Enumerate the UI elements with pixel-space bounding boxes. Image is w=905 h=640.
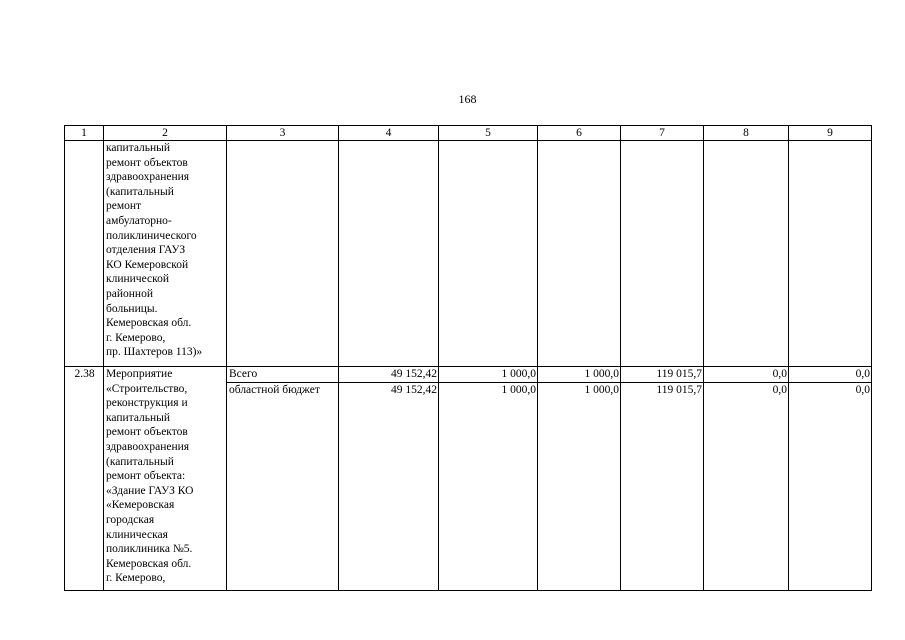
continuation-description: капитальный ремонт объектов здравоохранения (капитальный ремонт амбулаторно- поликлинического отделения ГАУЗ КО Кемеровской клинической районной больницы. Кемеровская обл. г. Кемерово, пр. Шахтеров 113)»: [104, 141, 227, 367]
header-cell-9: 9: [789, 126, 872, 141]
header-cell-7: 7: [621, 126, 704, 141]
value-col-7: 119 015,7: [621, 367, 704, 383]
header-cell-8: 8: [704, 126, 789, 141]
value-col-7: 119 015,7: [621, 382, 704, 590]
value-col-4: 49 152,42: [339, 382, 439, 590]
header-cell-5: 5: [439, 126, 538, 141]
table-header-row: [65, 126, 872, 141]
value-col-5: 1 000,0: [439, 367, 538, 383]
continuation-value-cell: [538, 141, 621, 367]
value-col-8: 0,0: [704, 382, 789, 590]
value-col-6: 1 000,0: [538, 382, 621, 590]
value-col-6: 1 000,0: [538, 367, 621, 383]
continuation-row: [65, 141, 872, 367]
value-col-5: 1 000,0: [439, 382, 538, 590]
page-number: 168: [458, 92, 477, 106]
continuation-number-cell: [65, 141, 104, 367]
header-cell-6: 6: [538, 126, 621, 141]
funding-source: Всего: [227, 367, 339, 383]
header-cell-1: 1: [65, 126, 104, 141]
item-description: Мероприятие «Строительство, реконструкция и капитальный ремонт объектов здравоохранения (капитальный ремонт объекта: «Здание ГАУЗ КО «Кемеровская городская клиническая поликлиника №5. Кемеровская обл. г. Кемерово,: [104, 367, 227, 591]
continuation-value-cell: [439, 141, 538, 367]
continuation-value-cell: [704, 141, 789, 367]
value-col-4: 49 152,42: [339, 367, 439, 383]
continuation-value-cell: [789, 141, 872, 367]
continuation-value-cell: [339, 141, 439, 367]
header-cell-3: 3: [227, 126, 339, 141]
header-cell-2: 2: [104, 126, 227, 141]
table-row: [65, 367, 872, 383]
funding-source: областной бюджет: [227, 382, 339, 590]
continuation-value-cell: [621, 141, 704, 367]
continuation-source-cell: [227, 141, 339, 367]
item-number: 2.38: [65, 367, 104, 591]
value-col-8: 0,0: [704, 367, 789, 383]
header-cell-4: 4: [339, 126, 439, 141]
value-col-9: 0,0: [789, 367, 872, 383]
budget-table: [64, 125, 872, 591]
value-col-9: 0,0: [789, 382, 872, 590]
